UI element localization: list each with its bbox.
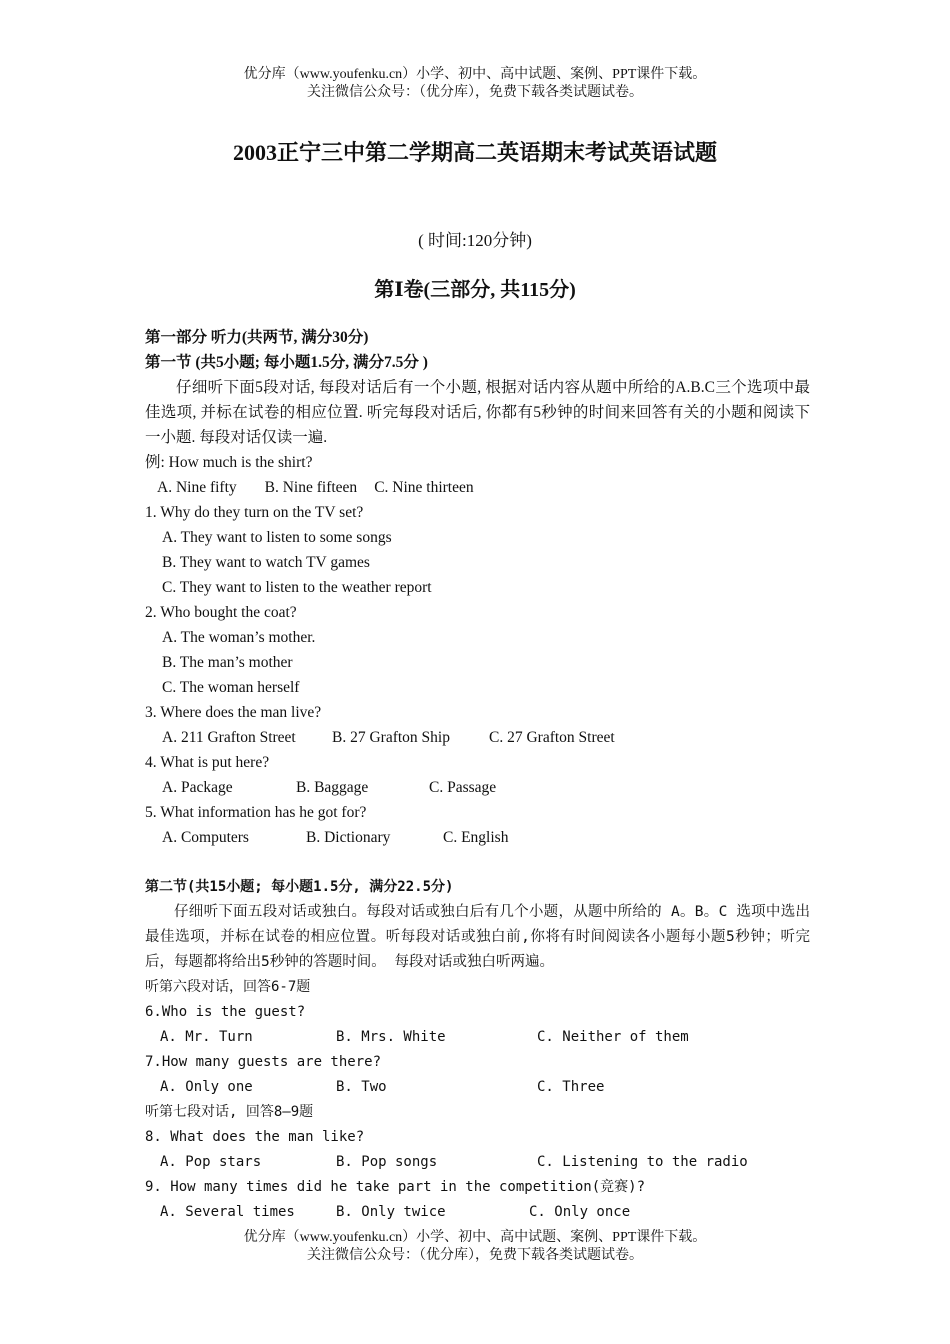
question-8-option-a: A. Pop stars bbox=[160, 1154, 262, 1170]
question-6: 6.Who is the guest? bbox=[145, 1004, 306, 1020]
section2-heading: 第二节(共15小题; 每小题1.5分, 满分22.5分) bbox=[145, 879, 454, 895]
volume-heading: 第Ⅰ卷(三部分, 共115分) bbox=[374, 279, 576, 301]
question-7-option-b: B. Two bbox=[336, 1079, 387, 1095]
footer-line-2: 关注微信公众号：（优分库），免费下载各类试题试卷。 bbox=[307, 1248, 643, 1263]
part1-heading: 第一部分 听力(共两节, 满分30分) bbox=[145, 329, 369, 346]
header-line-2: 关注微信公众号：（优分库），免费下载各类试题试卷。 bbox=[307, 85, 643, 100]
question-9-options bbox=[145, 1200, 810, 1225]
dialog-7-heading: 听第七段对话, 回答8—9题 bbox=[145, 1104, 314, 1120]
page-header bbox=[0, 66, 950, 102]
question-5: 5. What information has he got for? bbox=[145, 804, 367, 821]
section2-instruction: 仔细听下面五段对话或独白。每段对话或独白后有几个小题，从题中所给的 A。B。C 选项中选出最佳选项，并标在试卷的相应位置。听每段对话或独白前,你将有时间阅读各小题每小题5秒钟；听完后，每题都将给出5秒钟的答题时间。 每段对话或独白听两遍。 bbox=[145, 904, 810, 970]
question-6-option-b: B. Mrs. White bbox=[336, 1029, 446, 1045]
question-1-option-c: C. They want to listen to the weather report bbox=[162, 579, 432, 596]
example-question: 例: How much is the shirt? bbox=[145, 454, 313, 471]
dialog-6-heading: 听第六段对话，回答6-7题 bbox=[145, 979, 311, 995]
exam-time: ( 时间:120分钟) bbox=[418, 231, 532, 250]
example-option-a: A. Nine fifty bbox=[157, 479, 237, 496]
question-2-option-b: B. The man’s mother bbox=[162, 654, 293, 671]
exam-title: 2003正宁三中第二学期高二英语期末考试英语试题 bbox=[232, 140, 717, 165]
question-7-option-a: A. Only one bbox=[160, 1079, 253, 1095]
section1-instruction: 仔细听下面5段对话, 每段对话后有一个小题, 根据对话内容从题中所给的A.B.C三个选项中最佳选项, 并标在试卷的相应位置. 听完每段对话后, 你都有5秒钟的时间来回答有关的小题和阅读下一小题. 每段对话仅读一遍. bbox=[145, 379, 810, 446]
question-8: 8. What does the man like? bbox=[145, 1129, 365, 1145]
example-options bbox=[145, 475, 810, 500]
question-3-option-a: A. 211 Grafton Street bbox=[162, 729, 296, 746]
question-5-option-c: C. English bbox=[443, 829, 509, 846]
section1-heading: 第一节 (共5小题; 每小题1.5分, 满分7.5分 ) bbox=[145, 354, 428, 371]
question-9-option-c: C. Only once bbox=[529, 1204, 631, 1220]
page-footer bbox=[0, 1229, 950, 1265]
question-3: 3. Where does the man live? bbox=[145, 704, 322, 721]
question-9: 9. How many times did he take part in the competition(竞赛)? bbox=[145, 1179, 646, 1195]
spacer bbox=[145, 850, 810, 875]
exam-content bbox=[145, 325, 810, 1225]
question-7-option-c: C. Three bbox=[537, 1079, 605, 1095]
question-3-option-c: C. 27 Grafton Street bbox=[489, 729, 615, 746]
question-2-option-a: A. The woman’s mother. bbox=[162, 629, 316, 646]
question-2: 2. Who bought the coat? bbox=[145, 604, 297, 621]
question-1-option-a: A. They want to listen to some songs bbox=[162, 529, 392, 546]
question-9-option-b: B. Only twice bbox=[336, 1204, 446, 1220]
question-6-option-a: A. Mr. Turn bbox=[160, 1029, 253, 1045]
footer-line-1: 优分库（www.youfenku.cn）小学、初中、高中试题、案例、PPT课件下载。 bbox=[243, 1230, 707, 1245]
question-4-option-b: B. Baggage bbox=[296, 779, 369, 796]
question-4-option-a: A. Package bbox=[162, 779, 233, 796]
example-option-b: B. Nine fifteen bbox=[264, 479, 358, 496]
question-4-option-c: C. Passage bbox=[429, 779, 497, 796]
question-7: 7.How many guests are there? bbox=[145, 1054, 382, 1070]
question-3-options bbox=[145, 725, 810, 750]
question-8-option-c: C. Listening to the radio bbox=[537, 1154, 748, 1170]
question-9-option-a: A. Several times bbox=[160, 1204, 295, 1220]
question-3-option-b: B. 27 Grafton Ship bbox=[332, 729, 450, 746]
question-4: 4. What is put here? bbox=[145, 754, 270, 771]
header-line-1: 优分库（www.youfenku.cn）小学、初中、高中试题、案例、PPT课件下载。 bbox=[243, 67, 707, 82]
question-7-options bbox=[145, 1075, 810, 1100]
question-8-options bbox=[145, 1150, 810, 1175]
question-6-options bbox=[145, 1025, 810, 1050]
question-6-option-c: C. Neither of them bbox=[537, 1029, 689, 1045]
example-option-c: C. Nine thirteen bbox=[374, 479, 474, 496]
question-4-options bbox=[145, 775, 810, 800]
question-2-option-c: C. The woman herself bbox=[162, 679, 300, 696]
question-1: 1. Why do they turn on the TV set? bbox=[145, 504, 364, 521]
question-5-options bbox=[145, 825, 810, 850]
question-5-option-b: B. Dictionary bbox=[306, 829, 391, 846]
question-5-option-a: A. Computers bbox=[162, 829, 249, 846]
question-1-option-b: B. They want to watch TV games bbox=[162, 554, 370, 571]
question-8-option-b: B. Pop songs bbox=[336, 1154, 438, 1170]
